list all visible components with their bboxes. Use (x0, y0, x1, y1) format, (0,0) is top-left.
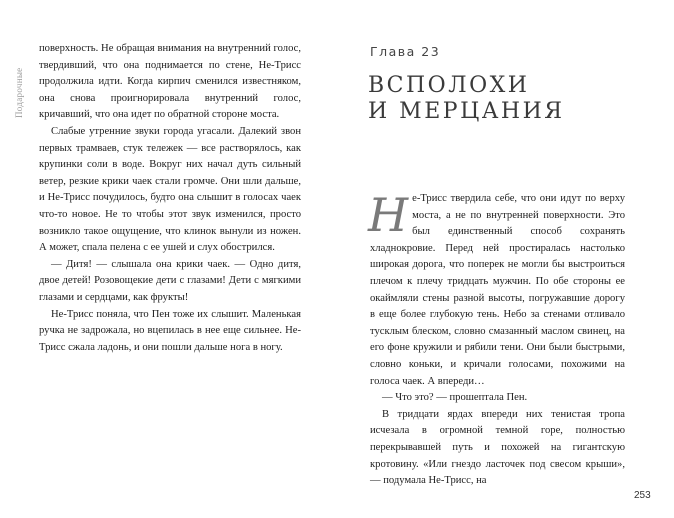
chapter-title-line: И МЕРЦАНИЯ (368, 98, 565, 124)
chapter-label: Глава 23 (370, 44, 441, 59)
left-page-text (39, 41, 301, 356)
paragraph: Слабые утренние звуки города угасали. Далекий звон первых трамваев, стук тележек — все растворялось, как крупинки соли в воде. Вокруг них начал дуть сильный ветер, резкие крики чаек стали громче. Они шли дальше, и Не-Трисс почудилось, будто она слышит в голосах чаек что-то новое. Не то чтобы этот звук изменился, просто возникло такое ощущение, что клинок вынули из ножен. А может, спала пелена с ее ушей и слух обострился. (39, 125, 301, 254)
chapter-title (368, 73, 638, 125)
paragraph: Не-Трисс поняла, что Пен тоже их слышит. Маленькая ручка не задрожала, но вцепилась в нее еще сильнее. Не-Трисс сжала ладонь, и они пошли дальше нога в ногу. (39, 308, 301, 353)
running-head: Подарочные (14, 67, 24, 118)
first-paragraph-text: е-Трисс твердила себе, что они идут по верху моста, а не по внутренней поверхности. Это был единственный способ сохранять хладнокровие. Перед ней простиралась настолько широкая дорога, что поперек не могли бы выстроиться плечом к плечу тридцать мужчин. По обе стороны ее окаймляли стены разной высоты, погружавшие дорогу в еще более глубокую тень. Небо за стенами отливало тусклым блеском, словно смазанный маслом свинец, на его фоне кружили и рябили тени. Они были быстрыми, словно коньки, и кричали голосами, похожими на голоса чаек. А впереди… (370, 193, 625, 387)
chapter-title-line: ВСПОЛОХИ (368, 72, 530, 98)
paragraph: поверхность. Не обращая внимания на внутренний голос, твердивший, что она поднимается по стене, Не-Трисс продолжила идти. Когда кирпич сменился известняком, она снова проигнорировала внутренний голос, кричавший, что она идет по обратной стороне моста. (39, 43, 301, 121)
paragraph (368, 188, 625, 390)
paragraph: В тридцати ярдах впереди них тенистая тропа исчезала в огромной темной горе, полностью перекрывавшей путь и похожей на гигантскую кротовину. «Или гнездо ласточек под свесом крыши», — подумала Не-Трисс, на (370, 408, 625, 487)
paragraph: — Дитя! — слышала она крики чаек. — Одно дитя, двое детей! Розовощекие дети с глазами! Дети с мягкими глазами и сердцами, как фрукты! (39, 258, 301, 303)
drop-cap: Н (368, 188, 409, 242)
right-page-text (368, 188, 625, 490)
page-number: 253 (634, 490, 651, 501)
paragraph: — Что это? — прошептала Пен. (382, 392, 528, 404)
